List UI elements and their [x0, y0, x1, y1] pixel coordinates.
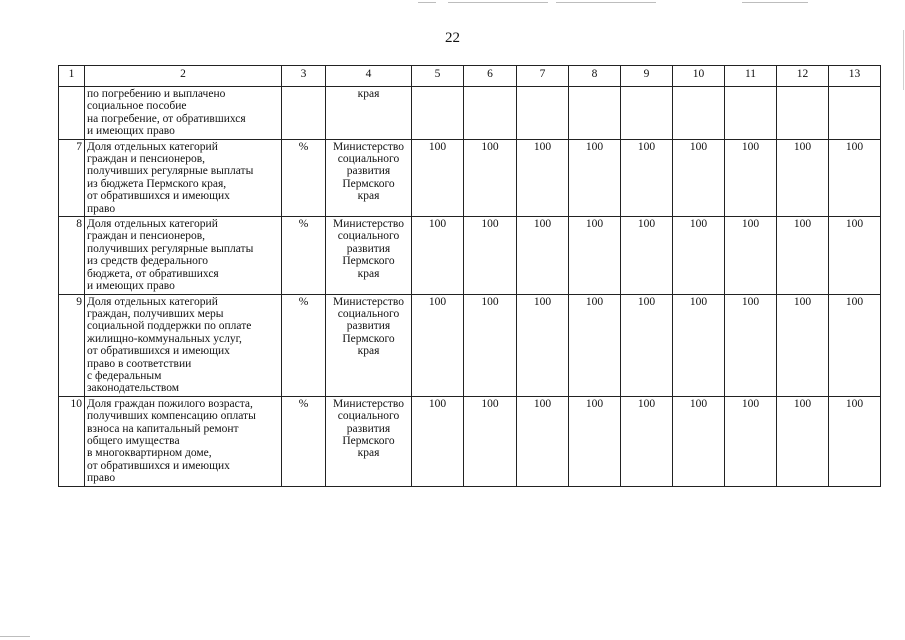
indicator-name-line: право в соответствии — [87, 357, 192, 370]
indicator-name-line: право — [87, 202, 116, 215]
indicator-name — [85, 139, 282, 216]
value-cell-col-11: 100 — [725, 294, 777, 396]
column-header-13: 13 — [829, 66, 881, 87]
row-number: 9 — [59, 294, 85, 396]
indicators-table — [58, 65, 881, 487]
column-header-9: 9 — [621, 66, 673, 87]
indicator-name-line: социальной поддержки по оплате — [87, 320, 252, 333]
value-cell-col-13: 100 — [829, 217, 881, 294]
value-cell-col-7 — [517, 87, 569, 140]
value-cell-col-8: 100 — [569, 294, 621, 396]
value-cell-col-13: 100 — [829, 139, 881, 216]
header-row — [59, 66, 881, 87]
indicator-name-line: по погребению и выплачено — [87, 88, 226, 100]
responsible-body — [326, 139, 412, 216]
responsible-body-line: Министерство — [333, 397, 404, 410]
value-cell-col-9 — [621, 87, 673, 140]
value-cell-col-10: 100 — [673, 294, 725, 396]
value-cell-col-12: 100 — [777, 294, 829, 396]
table-row — [59, 294, 881, 396]
value-cell-col-13: 100 — [829, 396, 881, 486]
responsible-body-line: развития — [346, 242, 391, 255]
unit-of-measure: % — [282, 139, 326, 216]
indicator-name-line: получивших регулярные выплаты — [87, 242, 254, 255]
indicator-name-line: от обратившихся и имеющих — [87, 190, 230, 203]
unit-of-measure: % — [282, 396, 326, 486]
value-cell-col-7: 100 — [517, 217, 569, 294]
value-cell-col-12: 100 — [777, 139, 829, 216]
indicator-name-line: граждан, получивших меры — [87, 307, 224, 320]
value-cell-col-7: 100 — [517, 139, 569, 216]
responsible-body-line: развития — [346, 165, 391, 178]
unit-of-measure: % — [282, 217, 326, 294]
indicator-name-line: бюджета, от обратившихся — [87, 267, 219, 280]
table-row — [59, 396, 881, 486]
responsible-body — [326, 217, 412, 294]
indicator-name — [85, 294, 282, 396]
value-cell-col-5: 100 — [412, 396, 464, 486]
column-header-1: 1 — [59, 66, 85, 87]
column-header-8: 8 — [569, 66, 621, 87]
indicator-name-line: из бюджета Пермского края, — [87, 177, 227, 190]
value-cell-col-12 — [777, 87, 829, 140]
responsible-body-line: края — [357, 267, 380, 280]
row-number: 7 — [59, 139, 85, 216]
responsible-body — [326, 87, 412, 140]
responsible-body — [326, 294, 412, 396]
value-cell-col-11 — [725, 87, 777, 140]
indicator-name-line: Доля отдельных категорий — [87, 218, 218, 231]
column-header-3: 3 — [282, 66, 326, 87]
responsible-body-line: социального — [337, 230, 400, 243]
indicator-name-line: из средств федерального — [87, 255, 209, 268]
indicator-name-line: Доля отдельных категорий — [87, 140, 218, 153]
value-cell-col-9: 100 — [621, 396, 673, 486]
table-row — [59, 139, 881, 216]
indicator-name — [85, 217, 282, 294]
indicator-name-line: от обратившихся и имеющих — [87, 345, 230, 358]
indicator-name-line: общего имущества — [87, 434, 180, 447]
responsible-body-line: края — [357, 190, 380, 203]
value-cell-col-11: 100 — [725, 217, 777, 294]
scan-artifact-top-1 — [418, 2, 436, 3]
column-header-2: 2 — [85, 66, 282, 87]
indicator-name-line: Доля граждан пожилого возраста, — [87, 397, 253, 410]
indicator-name-line: в многоквартирном доме, — [87, 447, 212, 460]
responsible-body-line: развития — [346, 422, 391, 435]
responsible-body — [326, 396, 412, 486]
indicator-name — [85, 396, 282, 486]
column-header-11: 11 — [725, 66, 777, 87]
responsible-body-line: Министерство — [333, 218, 404, 231]
scan-artifact-bottom-left — [0, 636, 30, 637]
scan-artifact-top-2 — [448, 2, 548, 3]
indicator-name-line: право — [87, 472, 116, 485]
responsible-body-line: края — [357, 447, 380, 460]
indicator-name-line: и имеющих право — [87, 125, 175, 138]
column-header-4: 4 — [326, 66, 412, 87]
responsible-body-line: Пермского — [342, 177, 395, 190]
value-cell-col-6: 100 — [464, 294, 517, 396]
indicator-name-line: граждан и пенсионеров, — [87, 153, 206, 166]
indicator-name-line: законодательством — [87, 382, 180, 395]
value-cell-col-13 — [829, 87, 881, 140]
indicator-name-line: и имеющих право — [87, 280, 175, 293]
value-cell-col-5: 100 — [412, 217, 464, 294]
value-cell-col-9: 100 — [621, 139, 673, 216]
indicator-name-line: граждан и пенсионеров, — [87, 230, 206, 243]
value-cell-col-5: 100 — [412, 294, 464, 396]
value-cell-col-9: 100 — [621, 217, 673, 294]
table-row — [59, 87, 881, 140]
responsible-body-line: края — [357, 345, 380, 358]
responsible-body-line: Пермского — [342, 255, 395, 268]
value-cell-col-8 — [569, 87, 621, 140]
column-header-7: 7 — [517, 66, 569, 87]
responsible-body-line: Пермского — [342, 434, 395, 447]
indicator-name-line: Доля отдельных категорий — [87, 295, 218, 308]
column-header-10: 10 — [673, 66, 725, 87]
value-cell-col-8: 100 — [569, 396, 621, 486]
value-cell-col-6: 100 — [464, 396, 517, 486]
value-cell-col-12: 100 — [777, 217, 829, 294]
table-row — [59, 217, 881, 294]
responsible-body-line: Пермского — [342, 332, 395, 345]
indicator-name — [85, 87, 282, 140]
page-number: 22 — [445, 30, 460, 46]
scan-artifact-top-4 — [742, 2, 808, 3]
indicator-name-line: социальное пособие — [87, 100, 187, 113]
row-number — [59, 87, 85, 140]
unit-of-measure — [282, 87, 326, 140]
indicator-name-line: от обратившихся и имеющих — [87, 459, 230, 472]
responsible-body-line: края — [357, 88, 380, 100]
value-cell-col-5 — [412, 87, 464, 140]
value-cell-col-5: 100 — [412, 139, 464, 216]
column-header-12: 12 — [777, 66, 829, 87]
scan-artifact-top-3 — [556, 2, 656, 3]
responsible-body-line: социального — [337, 307, 400, 320]
value-cell-col-10: 100 — [673, 217, 725, 294]
column-header-6: 6 — [464, 66, 517, 87]
responsible-body-line: Министерство — [333, 140, 404, 153]
value-cell-col-8: 100 — [569, 217, 621, 294]
table-body — [59, 87, 881, 487]
value-cell-col-13: 100 — [829, 294, 881, 396]
indicator-name-line: жилищно-коммунальных услуг, — [87, 332, 242, 345]
value-cell-col-9: 100 — [621, 294, 673, 396]
unit-of-measure: % — [282, 294, 326, 396]
indicator-name-line: взноса на капитальный ремонт — [87, 422, 239, 435]
row-number: 8 — [59, 217, 85, 294]
value-cell-col-12: 100 — [777, 396, 829, 486]
value-cell-col-6: 100 — [464, 139, 517, 216]
value-cell-col-11: 100 — [725, 396, 777, 486]
indicator-name-line: получивших компенсацию оплаты — [87, 410, 256, 423]
responsible-body-line: Министерство — [333, 295, 404, 308]
indicator-name-line: с федеральным — [87, 369, 162, 382]
indicator-name-line: получивших регулярные выплаты — [87, 165, 254, 178]
value-cell-col-10 — [673, 87, 725, 140]
indicator-name-line: на погребение, от обратившихся — [87, 112, 246, 125]
value-cell-col-8: 100 — [569, 139, 621, 216]
value-cell-col-7: 100 — [517, 396, 569, 486]
value-cell-col-7: 100 — [517, 294, 569, 396]
value-cell-col-6: 100 — [464, 217, 517, 294]
value-cell-col-10: 100 — [673, 396, 725, 486]
responsible-body-line: социального — [337, 410, 400, 423]
value-cell-col-6 — [464, 87, 517, 140]
column-header-5: 5 — [412, 66, 464, 87]
responsible-body-line: развития — [346, 320, 391, 333]
responsible-body-line: социального — [337, 153, 400, 166]
value-cell-col-10: 100 — [673, 139, 725, 216]
row-number: 10 — [59, 396, 85, 486]
value-cell-col-11: 100 — [725, 139, 777, 216]
